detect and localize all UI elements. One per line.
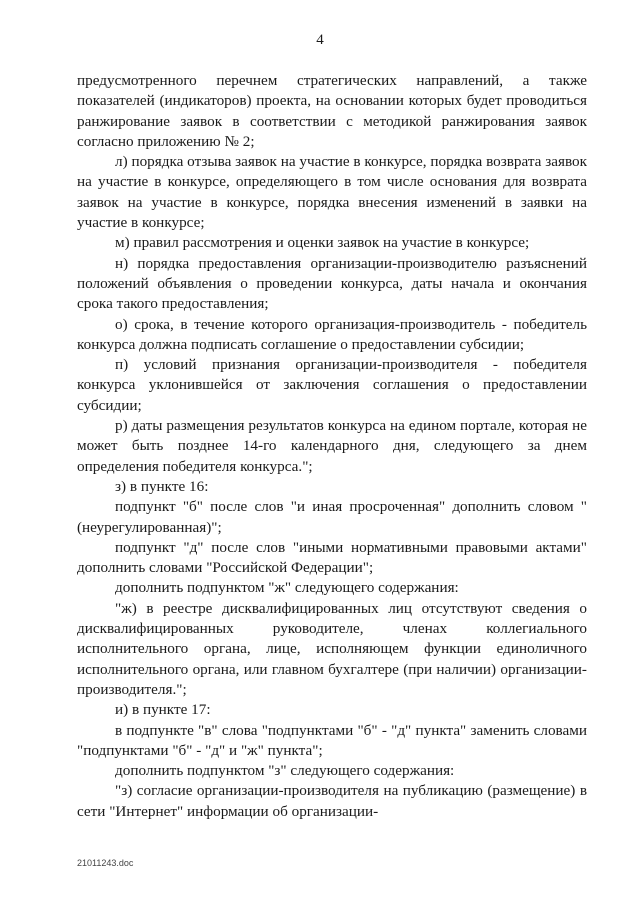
paragraph-z-item16: з) в пункте 16: bbox=[115, 477, 209, 495]
document-body bbox=[77, 71, 587, 822]
paragraph-continuation: предусмотренного перечнем стратегических направлений, а также показателей (индикаторов) проекта, на основании которых будет проводиться ранжирование заявок в соответствии с методикой ранжирования заявок согласно приложению № 2; bbox=[77, 72, 587, 150]
paragraph-n: н) порядка предоставления организации-производителю разъяснений положений объявления о проведении конкурса, даты начала и окончания срока такого предоставления; bbox=[77, 254, 587, 313]
paragraph-subitem-b: подпункт "б" после слов "и иная просроченная" дополнить словом "(неурегулированная)"; bbox=[77, 498, 587, 536]
paragraph-add-zh: дополнить подпунктом "ж" следующего содержания: bbox=[115, 579, 459, 597]
paragraph-l: л) порядка отзыва заявок на участие в конкурсе, порядка возврата заявок на участие в конкурсе, определяющего в том числе основания для возврата заявок на участие в конкурсе, порядка внесения изменений в заявки на участие в конкурсе; bbox=[77, 153, 587, 232]
paragraph-m: м) правил рассмотрения и оценки заявок на участие в конкурсе; bbox=[115, 234, 530, 252]
paragraph-p: п) условий признания организации-производителя - победителя конкурса уклонившейся от заключения соглашения о предоставлении субсидии; bbox=[77, 356, 587, 414]
paragraph-add-z: дополнить подпунктом "з" следующего содержания: bbox=[115, 762, 455, 780]
paragraph-subitem-v: в подпункте "в" слова "подпунктами "б" - "д" пункта" заменить словами "подпунктами "б" - "д" и "ж" пункта"; bbox=[77, 721, 587, 759]
paragraph-o: о) срока, в течение которого организация-производитель - победитель конкурса должна подписать соглашение о предоставлении субсидии; bbox=[77, 315, 587, 353]
paragraph-i-item17: и) в пункте 17: bbox=[115, 701, 211, 719]
paragraph-r: р) даты размещения результатов конкурса на едином портале, которая не может быть позднее 14-го календарного дня, следующего за днем определения победителя конкурса."; bbox=[77, 417, 587, 475]
paragraph-zh-text: "ж) в реестре дисквалифицированных лиц отсутствуют сведения о дисквалифицированных руководителе, членах коллегиального исполнительного органа, лице, исполняющем функции единоличного исполнительного органа, или главном бухгалтере (при наличии) организации-производителя."; bbox=[77, 599, 587, 698]
page-number: 4 bbox=[316, 32, 324, 48]
file-name-footer: 21011243.doc bbox=[77, 858, 134, 868]
paragraph-z-text: "з) согласие организации-производителя на публикацию (размещение) в сети "Интернет" информации об организации- bbox=[77, 782, 587, 820]
paragraph-subitem-d: подпункт "д" после слов "иными нормативными правовыми актами" дополнить словами "Российской Федерации"; bbox=[77, 538, 587, 577]
